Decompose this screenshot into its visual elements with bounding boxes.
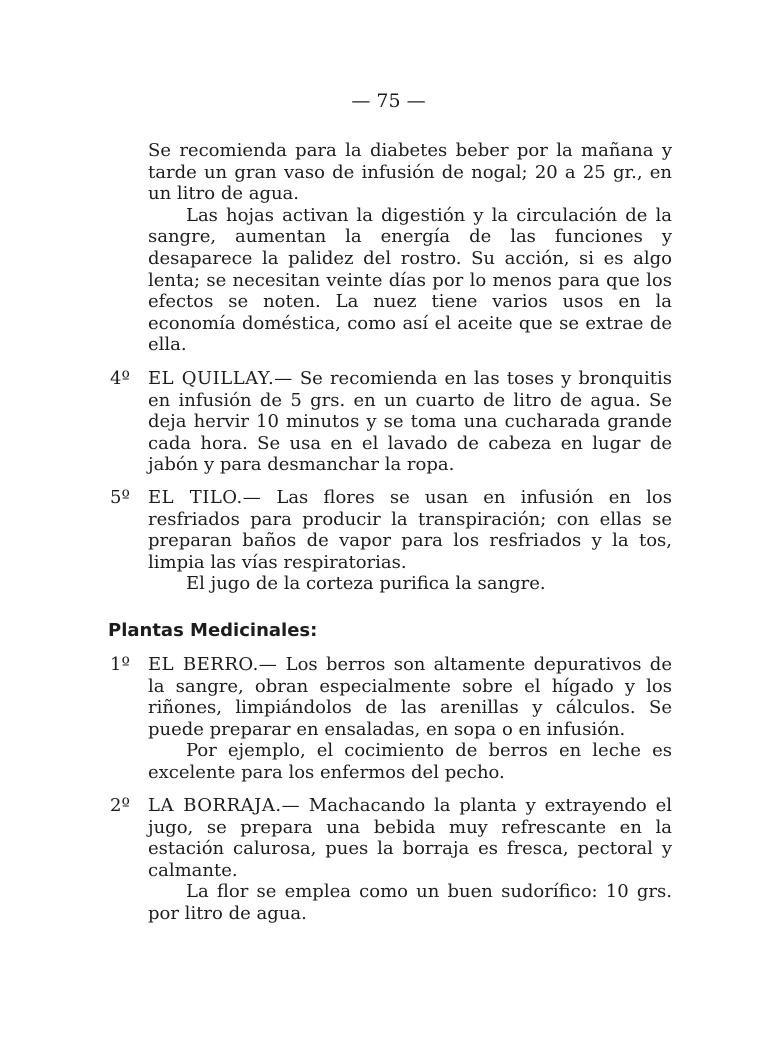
entry-title: EL QUILLAY.—: [148, 368, 293, 389]
entry-number: 4º: [110, 368, 130, 389]
entry-title: LA BORRAJA.—: [148, 795, 301, 816]
page-number: — 75 —: [351, 90, 426, 112]
entry-title: EL BERRO.—: [148, 654, 278, 675]
section-title: Plantas Medicinales:: [108, 620, 318, 641]
entry-body: [148, 368, 672, 476]
entry-body: [148, 654, 672, 740]
entry-berro: [110, 654, 672, 784]
entry-title: EL TILO.—: [148, 487, 262, 508]
entry-borraja: [110, 795, 672, 925]
entry-number: 1º: [110, 654, 130, 675]
entry-text: Machacando la planta y extrayendo el jugo, se prepara una bebida muy refrescante en la estación calurosa, pues la borraja es fresca, pectoral y calmante.: [148, 795, 672, 881]
entry-tilo: [110, 487, 672, 595]
intro-block: [148, 140, 672, 356]
entry-text: Las flores se usan en infusión en los resfriados para producir la transpiración; con ellas se preparan baños de vapor para los resfriados y la tos, limpia las vías respiratorias.: [148, 487, 672, 573]
entry-text: Se recomienda en las toses y bronquitis en infusión de 5 grs. en un cuarto de litro de agua. Se deja hervir 10 minutos y se toma una cucharada grande cada hora. Se usa en el lavado de cabeza en lugar de jabón y para desmanchar la ropa.: [148, 368, 673, 476]
entry-extra: Por ejemplo, el cocimiento de berros en leche es excelente para los enfermos del pecho.: [148, 740, 672, 783]
entry-extra: El jugo de la corteza purifica la sangre.: [186, 573, 546, 595]
entry-text: Los berros son altamente depurativos de la sangre, obran especialmente sobre el hígado y los riñones, limpiándolos de las arenillas y cálculos. Se puede preparar en ensaladas, en sopa o en infusión.: [148, 654, 672, 740]
entry-number: 5º: [110, 487, 130, 508]
entry-extra: La flor se emplea como un buen sudorífico: 10 grs. por litro de agua.: [148, 881, 672, 924]
entry-body: [148, 487, 672, 573]
paragraph: Se recomienda para la diabetes beber por la mañana y tarde un gran vaso de infusión de nogal; 20 a 25 gr., en un litro de agua.: [148, 140, 672, 205]
entry-number: 2º: [110, 795, 130, 816]
paragraph: Las hojas activan la digestión y la circulación de la sangre, aumentan la energía de las funciones y desaparece la palidez del rostro. Su acción, si es algo lenta; se necesitan veinte días por lo menos para que los efectos se noten. La nuez tiene varios usos en la economía doméstica, como así el aceite que se extrae de ella.: [148, 204, 672, 356]
entry-quillay: [110, 368, 672, 476]
entry-body: [148, 795, 672, 881]
